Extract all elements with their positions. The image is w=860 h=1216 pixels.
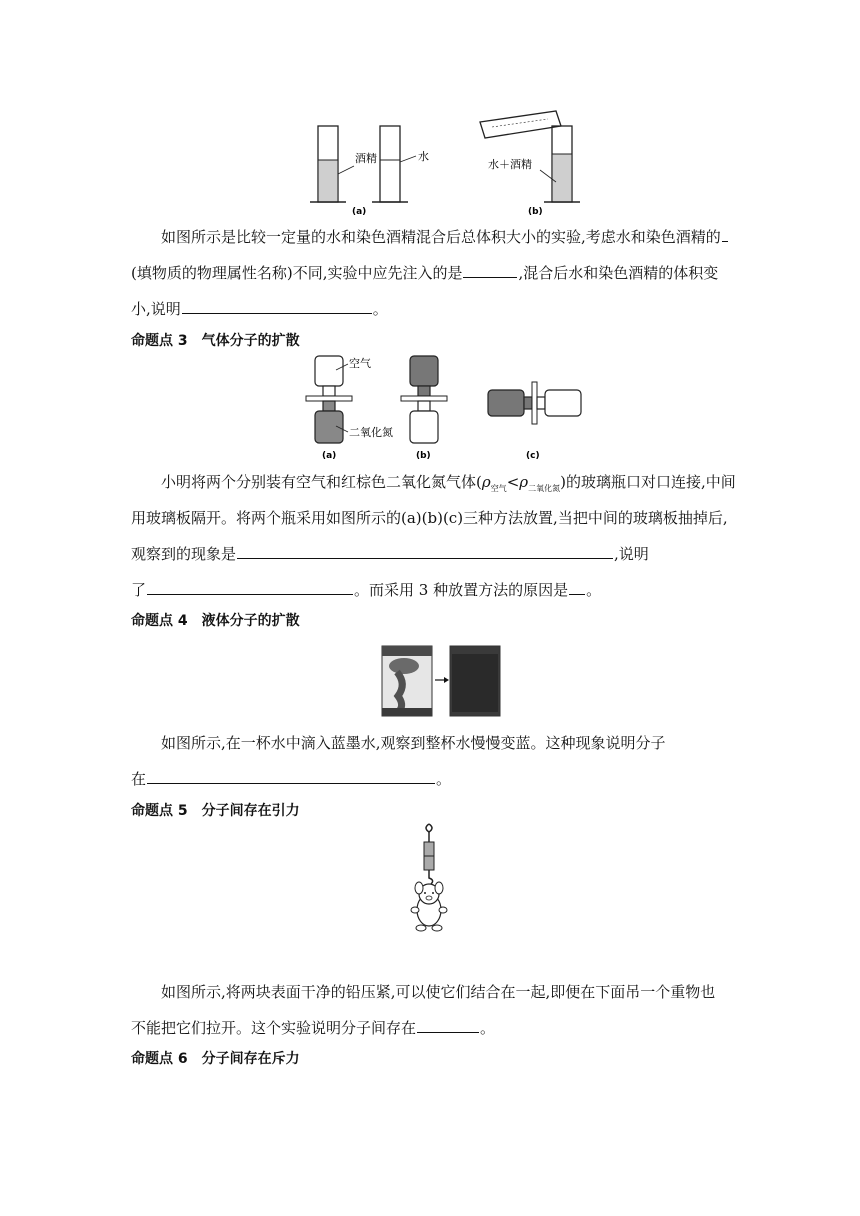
heading-number: 命题点 5 <box>131 803 188 819</box>
caption-a: (a) <box>322 451 337 461</box>
p1-text2b: ,混合后水和染色酒精的体积变 <box>518 264 719 282</box>
blank <box>182 299 372 314</box>
p2-line2 <box>131 507 728 528</box>
p2-text1b: )的玻璃瓶口对口连接,中间 <box>560 473 736 491</box>
p3-text1: 如图所示,在一杯水中滴入蓝墨水,观察到整杯水慢慢变蓝。这种现象说明分子 <box>161 734 666 752</box>
heading-number: 命题点 4 <box>131 613 188 629</box>
less-than: < <box>506 473 520 491</box>
heading-number: 命题点 3 <box>131 333 188 349</box>
label-no2: 二氧化氮 <box>349 426 393 439</box>
p3-text2b: 。 <box>436 770 452 788</box>
p2-line4 <box>131 579 601 600</box>
p2-text4b: 。而采用 3 种放置方法的原因是 <box>354 581 569 599</box>
p2-text2: 用玻璃板隔开。将两个瓶采用如图所示的(a)(b)(c)三种方法放置,当把中间的玻璃板抽掉后, <box>131 509 728 527</box>
p1-text3b: 。 <box>372 300 388 318</box>
subscript-no2: 二氧化氮 <box>528 484 561 493</box>
label-air: 空气 <box>349 357 371 370</box>
p2-text4a: 了 <box>131 581 147 599</box>
bottle-set-c <box>488 382 581 424</box>
p4-text1: 如图所示,将两块表面干净的铅压紧,可以使它们结合在一起,即便在下面吊一个重物也 <box>161 983 716 1001</box>
p2-line3 <box>131 543 649 564</box>
p2-text1a: 小明将两个分别装有空气和红棕色二氧化氮气体( <box>161 473 482 491</box>
blank <box>147 580 353 595</box>
p4-text2b: 。 <box>480 1019 496 1037</box>
p2-text4c: 。 <box>586 581 602 599</box>
blank <box>237 544 613 559</box>
bottle-set-a <box>306 356 352 443</box>
lead-block-bottom <box>424 856 434 870</box>
p2-text3a: 观察到的现象是 <box>131 545 237 563</box>
heading-title: 气体分子的扩散 <box>201 333 300 349</box>
figure-lead-blocks <box>405 822 453 942</box>
figure-cylinders <box>300 110 590 220</box>
heading-title: 液体分子的扩散 <box>201 613 300 629</box>
caption-b: (b) <box>416 451 431 461</box>
caption-b: (b) <box>528 207 543 217</box>
p4-line1 <box>131 981 715 1002</box>
label-mix: 水＋酒精 <box>488 158 532 171</box>
subscript-air: 空气 <box>490 484 507 493</box>
bottle-set-b <box>401 356 447 443</box>
heading-title: 分子间存在引力 <box>201 803 300 819</box>
p2-line1 <box>131 471 736 494</box>
p4-text2a: 不能把它们拉开。这个实验说明分子间存在 <box>131 1019 417 1037</box>
cylinder-mix <box>540 126 580 202</box>
p1-line1 <box>131 226 729 247</box>
blank <box>147 769 435 784</box>
blank <box>569 580 585 595</box>
heading-topic-3 <box>131 330 300 350</box>
cylinder-alcohol <box>310 126 354 202</box>
p3-text2a: 在 <box>131 770 147 788</box>
beaker-ink-drop <box>382 646 432 716</box>
tilted-cylinder <box>480 111 561 138</box>
rho-symbol: ρ <box>519 473 529 491</box>
arrow-icon <box>435 677 449 683</box>
caption-c: (c) <box>526 451 540 461</box>
blank <box>417 1018 479 1033</box>
lead-block-top <box>424 842 434 856</box>
figure-gas-bottles <box>300 352 590 464</box>
rho-symbol: ρ <box>481 473 491 491</box>
p1-text1: 如图所示是比较一定量的水和染色酒精混合后总体积大小的实验,考虑水和染色酒精的 <box>161 228 721 246</box>
p1-text2a: (填物质的物理属性名称)不同,实验中应先注入的是 <box>131 264 463 282</box>
p3-line1 <box>131 732 666 753</box>
beaker-all-blue <box>450 646 500 716</box>
figure-ink-beakers <box>380 644 502 718</box>
hook-icon <box>426 824 432 842</box>
heading-title: 分子间存在斥力 <box>201 1051 300 1067</box>
label-water: 水 <box>418 150 429 163</box>
p1-line2 <box>131 262 718 283</box>
weight-pig-icon <box>411 882 447 931</box>
p2-text3b: ,说明 <box>614 545 649 563</box>
heading-topic-6 <box>131 1048 300 1068</box>
heading-number: 命题点 6 <box>131 1051 188 1067</box>
caption-a: (a) <box>352 207 367 217</box>
heading-topic-4 <box>131 610 300 630</box>
label-alcohol: 酒精 <box>355 152 377 165</box>
p1-text3a: 小,说明 <box>131 300 181 318</box>
p4-line2 <box>131 1017 495 1038</box>
blank <box>463 263 517 278</box>
p1-line3 <box>131 298 388 319</box>
p3-line2 <box>131 768 451 789</box>
cylinder-water <box>372 126 416 202</box>
heading-topic-5 <box>131 800 300 820</box>
blank <box>722 227 728 242</box>
